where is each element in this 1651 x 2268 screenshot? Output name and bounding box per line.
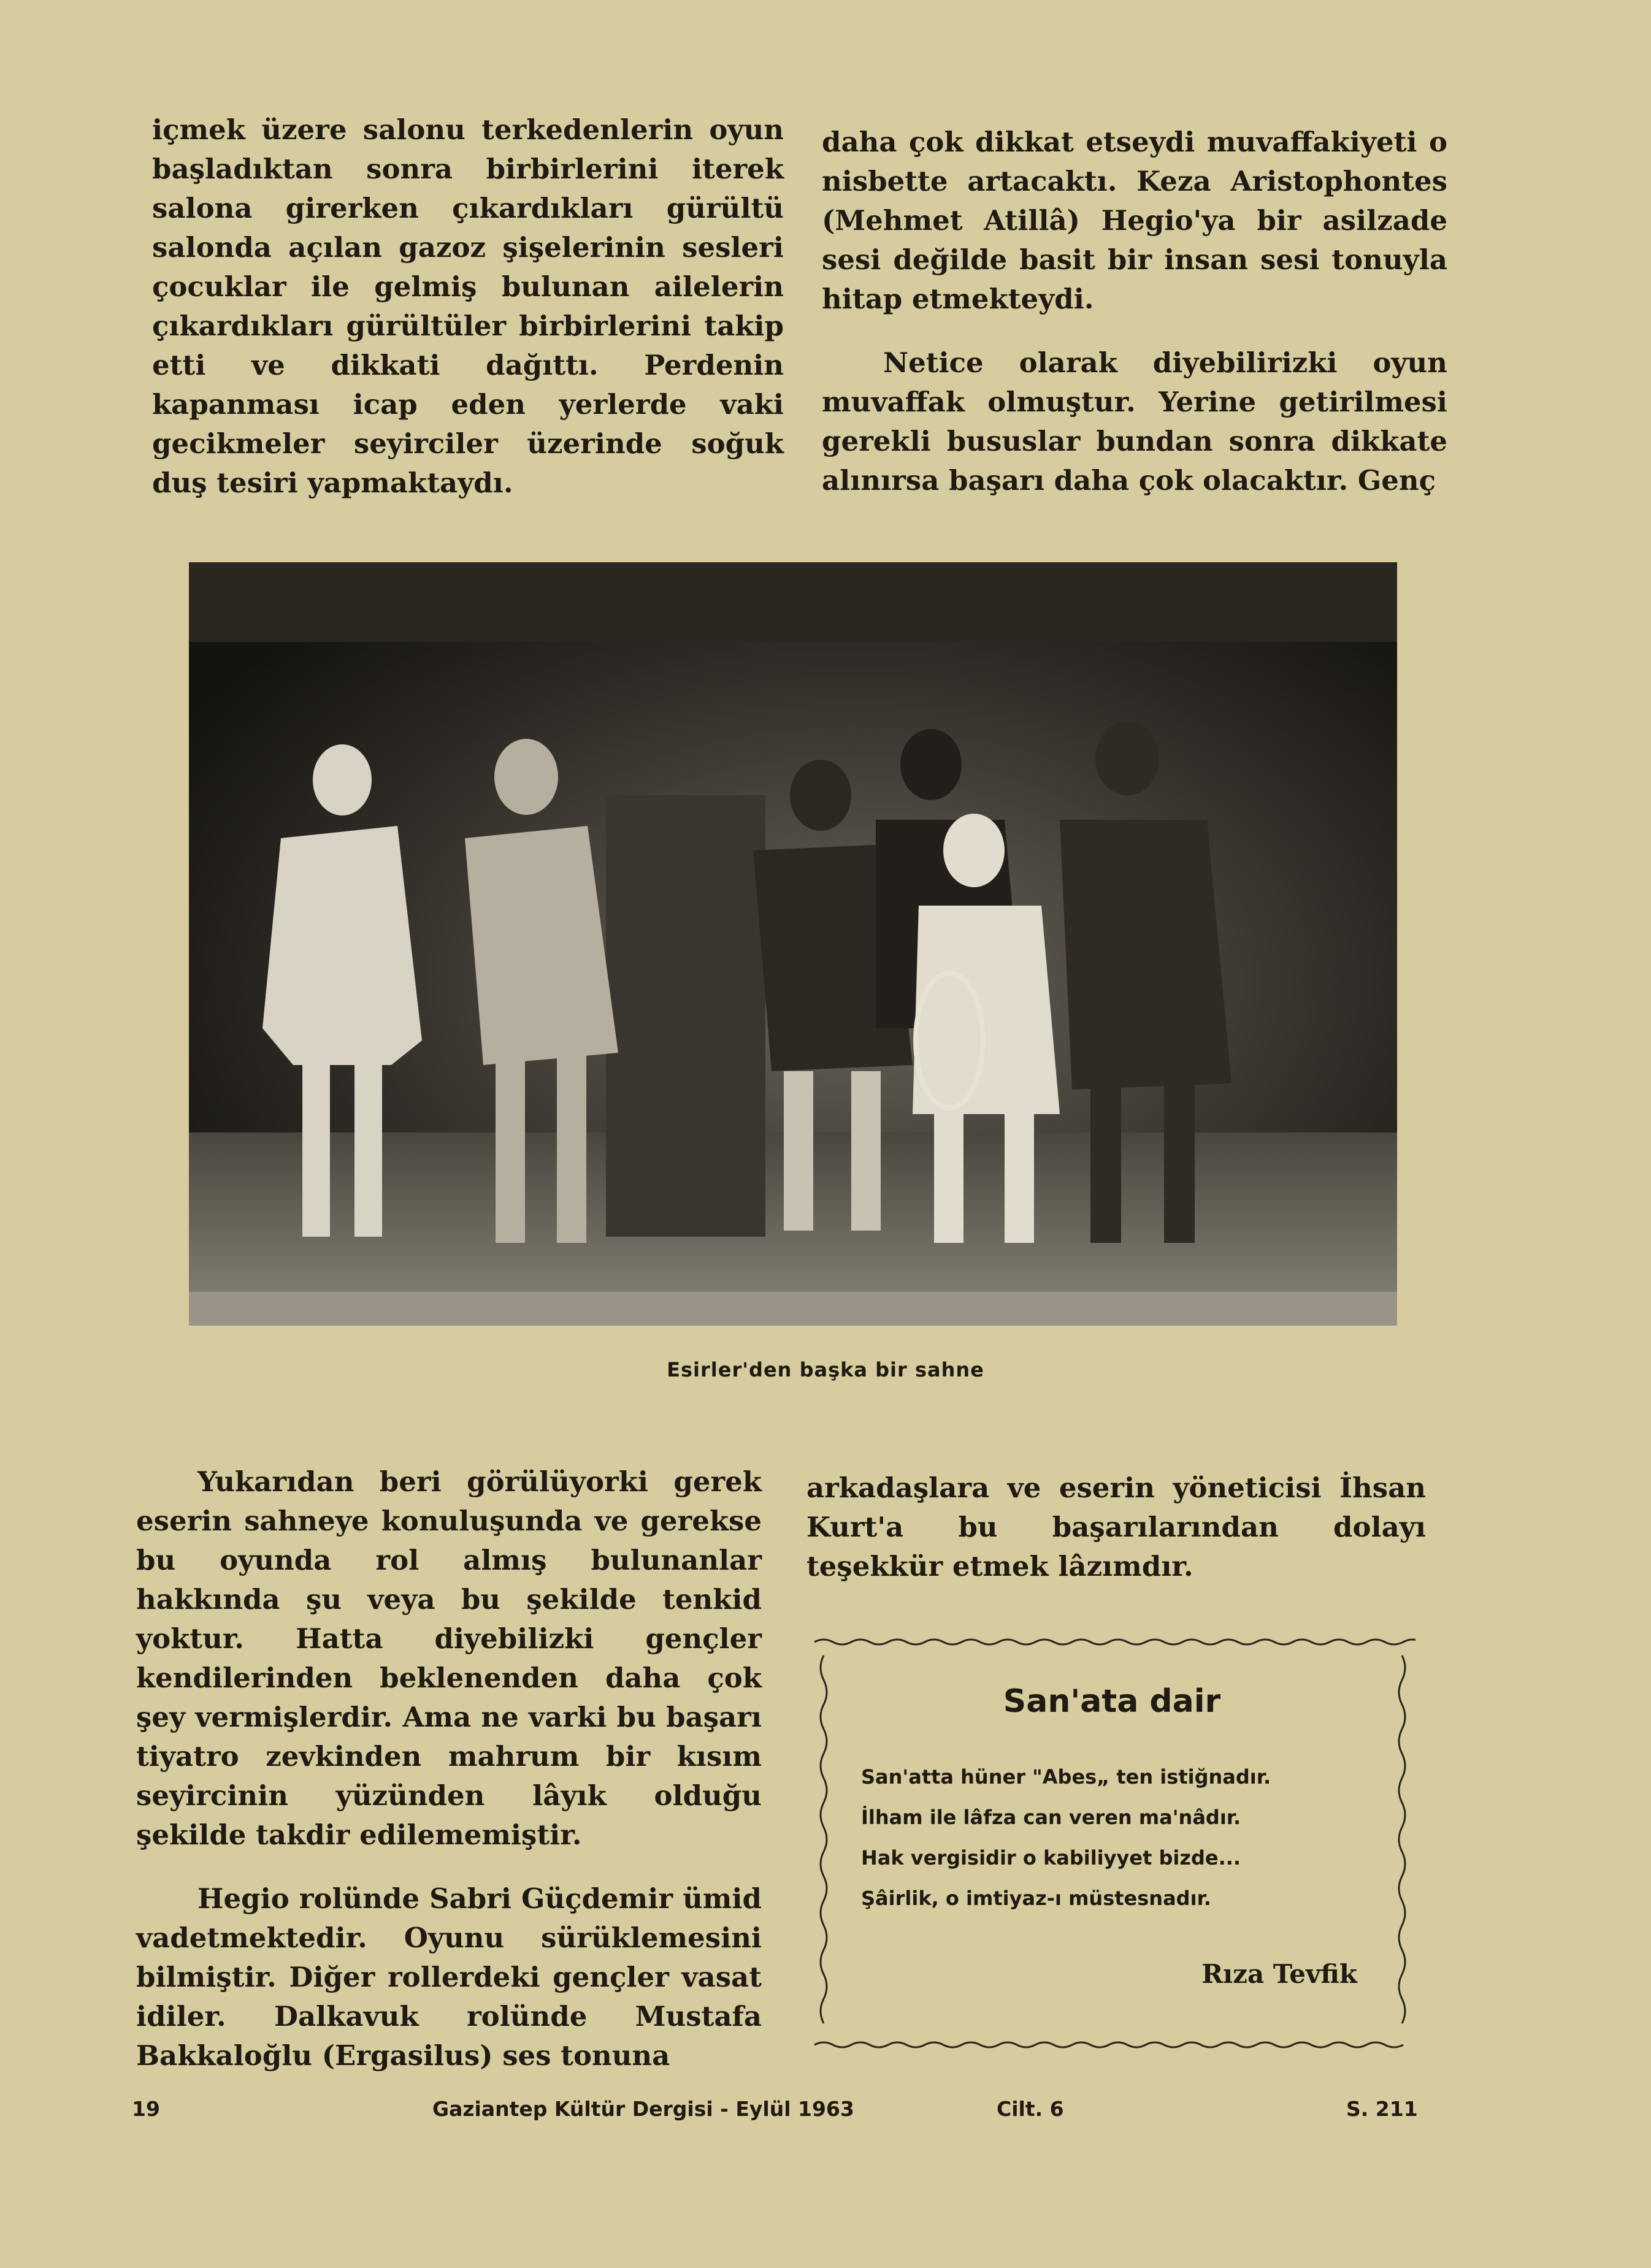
photo-caption: Esirler'den başka bir sahne bbox=[667, 1358, 984, 1381]
stage-scene-image bbox=[189, 562, 1397, 1326]
poem-line: San'atta hüner "Abes„ ten istiğnadır. bbox=[861, 1765, 1271, 1789]
paragraph: daha çok dikkat etseydi muvaffakiyeti o nisbette artacaktı. Keza Aristophontes (Mehmet Atillâ) Hegio'ya bir asilzade sesi değilde basit bir insan sesi tonuyla hitap etmekteydi. bbox=[822, 126, 1447, 315]
poem-box bbox=[808, 1637, 1415, 2051]
paragraph: arkadaşlara ve eserin yöneticisi İhsan Kurt'a bu başarılarından dolayı teşekkür etmek lâzımdır. bbox=[806, 1472, 1426, 1583]
text-column-bottom-right bbox=[806, 1468, 1426, 1586]
volume-number: Cilt. 6 bbox=[997, 2097, 1064, 2121]
stage-photo bbox=[189, 562, 1397, 1326]
text-column-top-right bbox=[822, 123, 1447, 500]
paragraph: Netice olarak diyebilirizki oyun muvaffak olmuştur. Yerine getirilmesi gerekli bususlar bundan sonra dikkate alınırsa başarı daha çok olacaktır. Genç bbox=[822, 346, 1447, 497]
poem-line: Şâirlik, o imtiyaz-ı müstesnadır. bbox=[861, 1887, 1211, 1910]
journal-name: Gaziantep Kültür Dergisi - Eylül 1963 bbox=[432, 2097, 854, 2121]
poem-line: Hak vergisidir o kabiliyyet bizde... bbox=[861, 1846, 1241, 1869]
poem-lines bbox=[861, 1757, 1389, 1919]
page-number: 19 bbox=[132, 2097, 160, 2121]
poem-line: İlham ile lâfza can veren ma'nâdır. bbox=[861, 1806, 1241, 1829]
poem-author: Rıza Tevfik bbox=[1201, 1959, 1357, 1989]
paragraph: Hegio rolünde Sabri Güçdemir ümid vadetmektedir. Oyunu sürüklemesini bilmiştir. Diğer rollerdeki gençler vasat idiler. Dalkavuk rolünde Mustafa Bakkaloğlu (Ergasilus) ses tonuna bbox=[136, 1882, 762, 2072]
text-column-bottom-left bbox=[136, 1462, 762, 2075]
paragraph: içmek üzere salonu terkedenlerin oyun başladıktan sonra birbirlerini iterek salona girerken çıkardıkları gürültü salonda açılan gazoz şişelerinin sesleri çocuklar ile gelmiş bulunan ailelerin çıkardıkları gürültüler birbirlerini takip etti ve dikkati dağıttı. Perdenin kapanması icap eden yerlerde vaki gecikmeler seyirciler üzerinde soğuk duş tesiri yapmaktaydı. bbox=[152, 113, 784, 499]
page-footer bbox=[0, 2097, 1651, 2134]
text-column-top-left bbox=[152, 110, 784, 503]
poem-title: San'ata dair bbox=[1003, 1683, 1221, 1720]
paragraph: Yukarıdan beri görülüyorki gerek eserin sahneye konuluşunda ve gerekse bu oyunda rol almış bulunanlar hakkında şu veya bu şekilde tenkid yoktur. Hatta diyebilizki gençler kendilerinden beklenenden daha çok şey vermişlerdir. Ama ne varki bu başarı tiyatro zevkinden mahrum bir kısım seyircinin yüzünden lâyık olduğu şekilde takdir edilememiştir. bbox=[136, 1465, 762, 1851]
issue-number: S. 211 bbox=[1346, 2097, 1418, 2121]
